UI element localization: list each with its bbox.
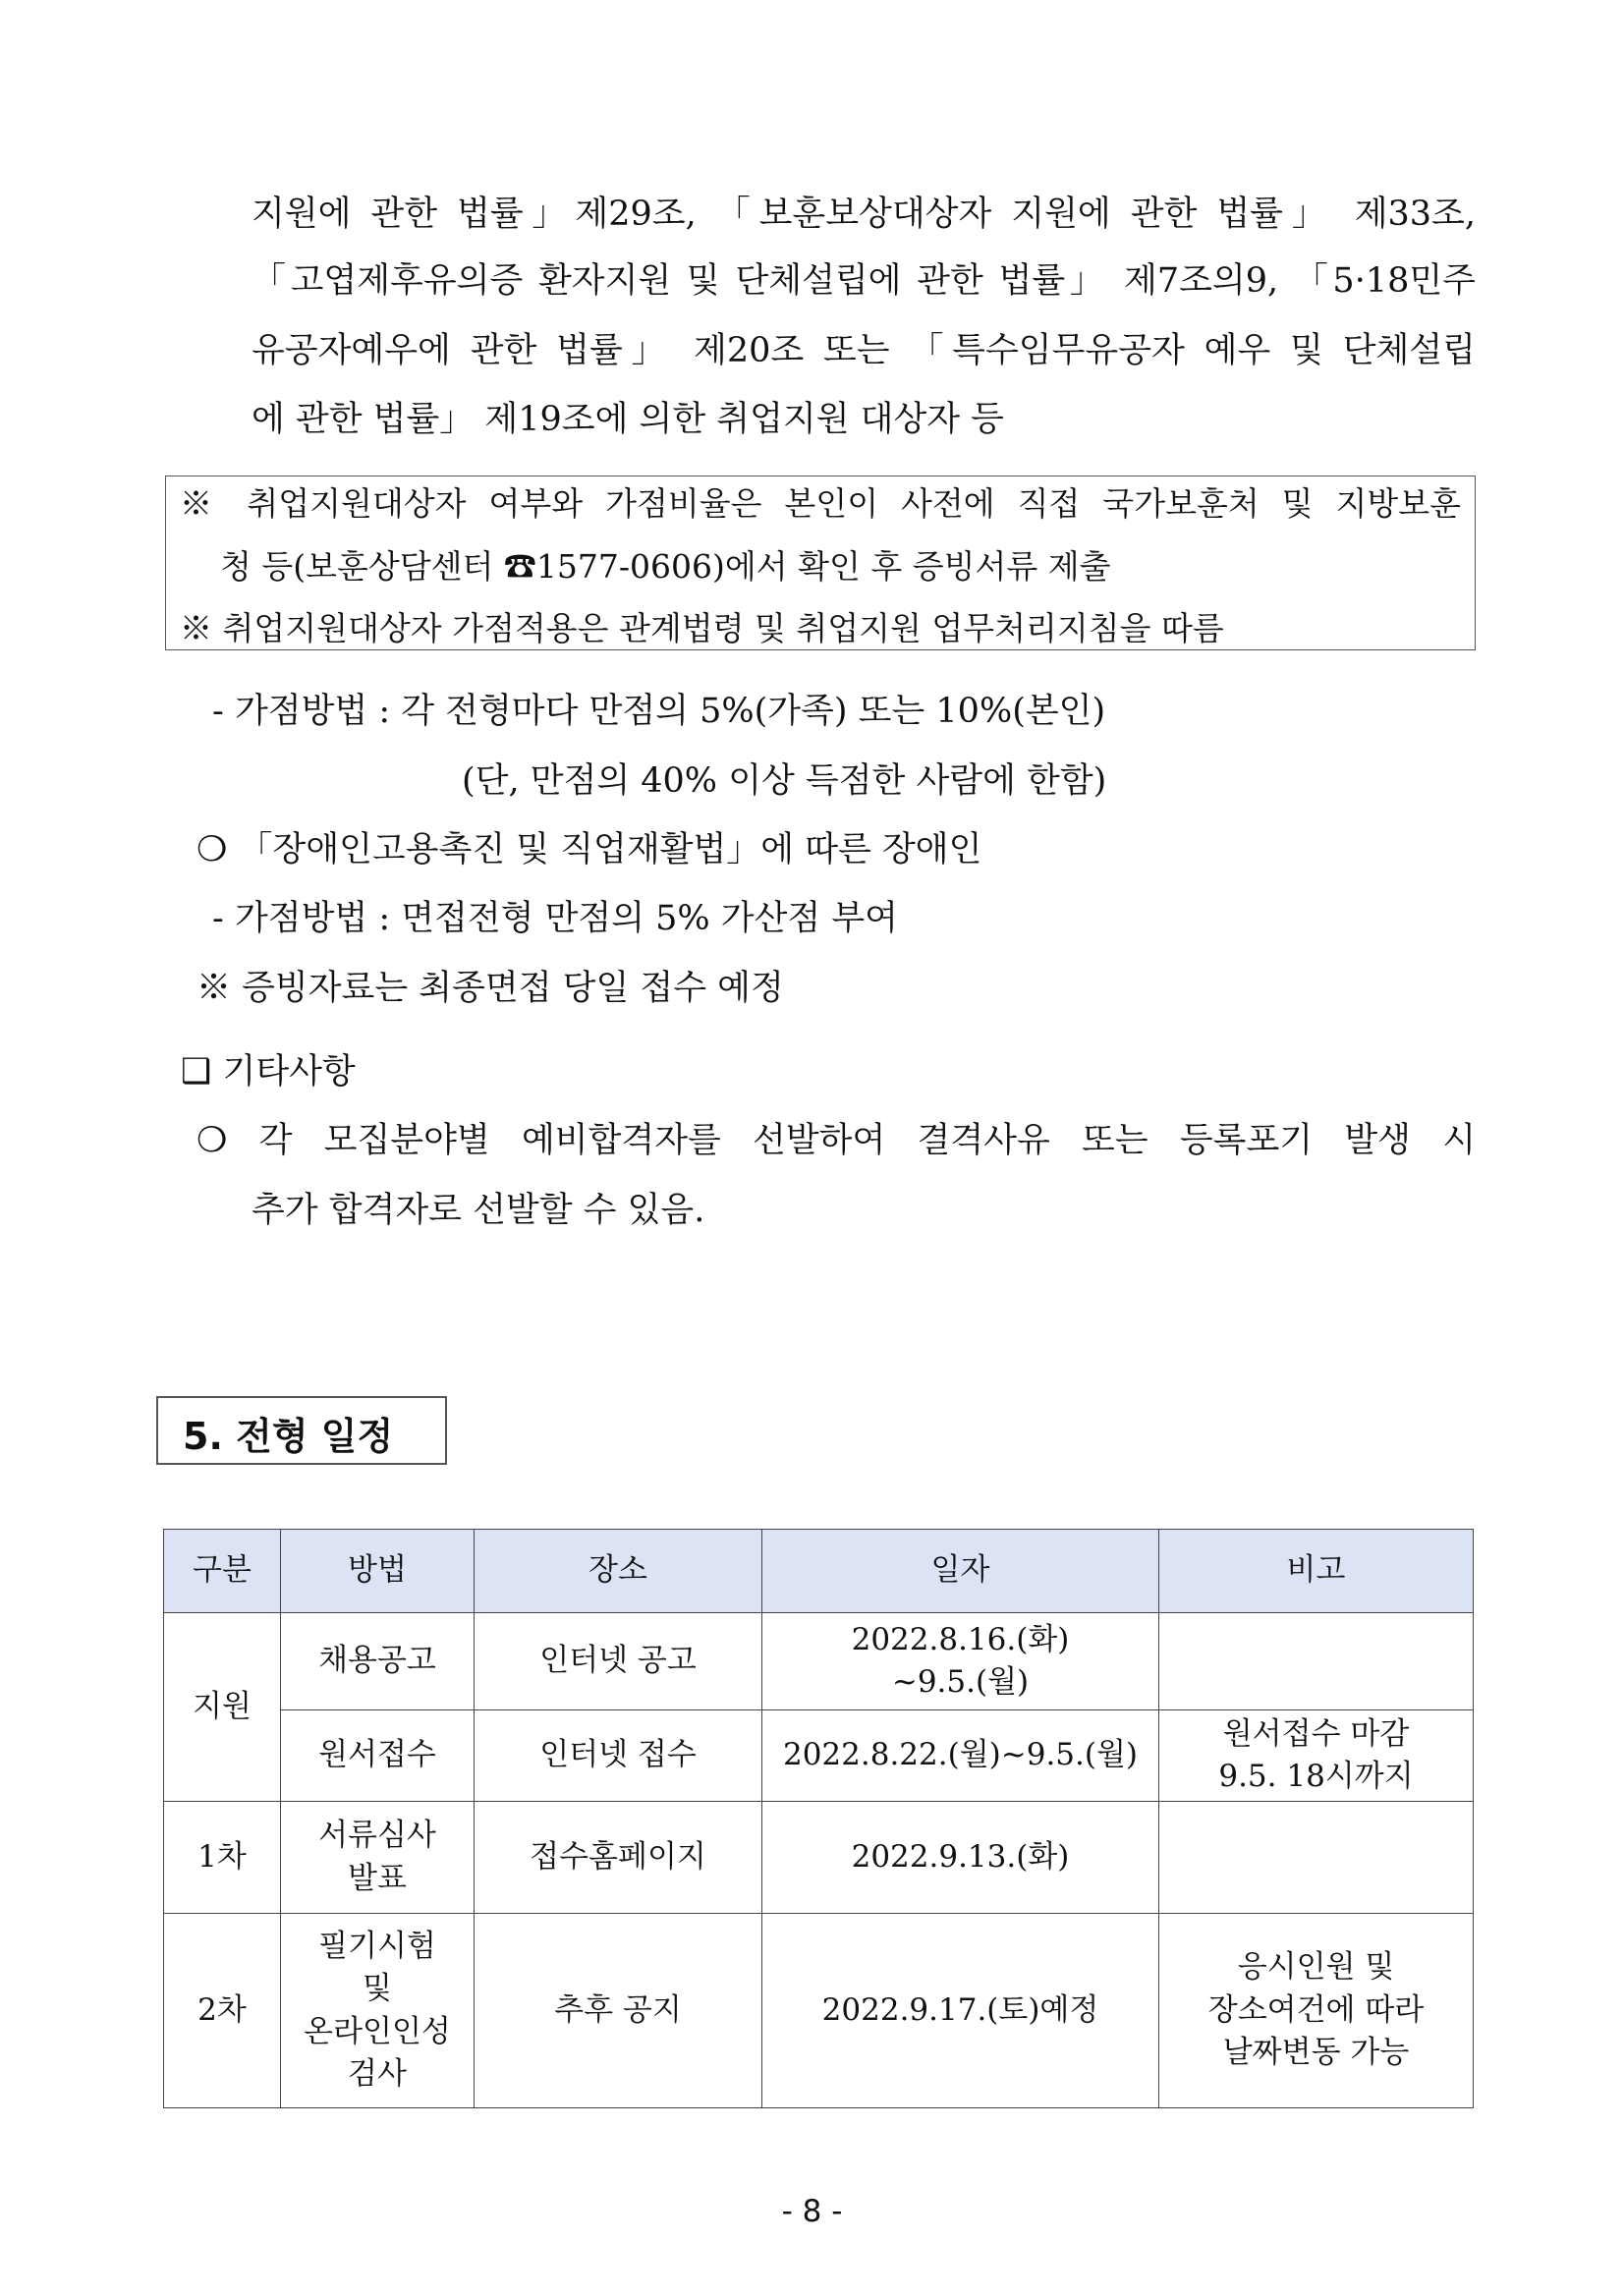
bonus-method-1-condition: (단, 만점의 40% 이상 득점한 사람에 한함) (462, 761, 1107, 801)
note-line: 응시인원 및 (1237, 1949, 1395, 1986)
note-cell (1159, 1802, 1474, 1914)
body-line-3: 유공자예우에 관한 법률」 제20조 또는 「특수임무유공자 예우 및 단체설립 (252, 331, 1476, 370)
method-line: 필기시험 (318, 1928, 436, 1964)
table-header-row (164, 1530, 1474, 1613)
date-cell: 2022.9.13.(화) (762, 1802, 1159, 1914)
method-line: 온라인인성 (304, 2013, 451, 2049)
section-title: 5. 전형 일정 (183, 1415, 394, 1458)
date-cell (762, 1613, 1159, 1710)
note-cell (1159, 1710, 1474, 1802)
date-line: ~9.5.(월) (891, 1664, 1030, 1700)
header-category: 구분 (164, 1530, 281, 1613)
table-row (164, 1802, 1474, 1914)
note-cell (1159, 1914, 1474, 2108)
place-cell: 인터넷 공고 (475, 1613, 762, 1710)
note-line: 날짜변동 가능 (1222, 2035, 1410, 2071)
evidence-note: ※ 증빙자료는 최종면접 당일 접수 예정 (196, 969, 784, 1008)
note-line: 9.5. 18시까지 (1218, 1759, 1414, 1794)
bonus-method-1: - 가점방법 : 각 전형마다 만점의 5%(가족) 또는 10%(본인) (212, 692, 1106, 731)
disabled-item: ❍ 「장애인고용촉진 및 직업재활법」에 따른 장애인 (196, 830, 982, 869)
method-cell: 채용공고 (281, 1613, 475, 1710)
body-line-1: 지원에 관한 법률」제29조, 「보훈보상대상자 지원에 관한 법률」 제33조, (252, 195, 1476, 234)
page-number: - 8 - (781, 2194, 843, 2229)
body-line-4: 에 관한 법률」 제19조에 의한 취업지원 대상자 등 (252, 400, 1004, 439)
reserve-line-1: ❍ 각 모집분야별 예비합격자를 선발하여 결격사유 또는 등록포기 발생 시 (196, 1121, 1476, 1160)
table-row (164, 1914, 1474, 2108)
header-place: 장소 (475, 1530, 762, 1613)
table-row (164, 1710, 1474, 1802)
note-cell (1159, 1613, 1474, 1710)
method-line: 및 (363, 1971, 392, 2007)
date-cell: 2022.8.22.(월)~9.5.(월) (762, 1710, 1159, 1802)
header-date: 일자 (762, 1530, 1159, 1613)
date-cell: 2022.9.17.(토)예정 (762, 1914, 1159, 2108)
notice-line-2: 청 등(보훈상담센터 ☎1577-0606)에서 확인 후 증빙서류 제출 (220, 547, 1111, 586)
method-line: 서류심사 (318, 1818, 436, 1854)
stage-cell: 1차 (164, 1802, 281, 1914)
reserve-line-2: 추가 합격자로 선발할 수 있음. (252, 1191, 705, 1230)
method-line: 발표 (348, 1860, 407, 1896)
place-cell: 인터넷 접수 (475, 1710, 762, 1802)
date-line: 2022.8.16.(화) (851, 1621, 1070, 1657)
header-note: 비고 (1159, 1530, 1474, 1613)
place-cell: 추후 공지 (475, 1914, 762, 2108)
method-cell (281, 1914, 475, 2108)
notice-line-3: ※ 취업지원대상자 가점적용은 관계법령 및 취업지원 업무처리지침을 따름 (180, 609, 1224, 647)
stage-support: 지원 (164, 1613, 281, 1802)
method-line: 검사 (348, 2055, 407, 2092)
method-cell: 원서접수 (281, 1710, 475, 1802)
note-line: 원서접수 마감 (1222, 1715, 1410, 1752)
place-cell: 접수홈페이지 (475, 1802, 762, 1914)
note-line: 장소여건에 따라 (1207, 1991, 1425, 2028)
body-line-2: 「고엽제후유의증 환자지원 및 단체설립에 관한 법률」 제7조의9, 「5·18민주 (252, 261, 1476, 301)
notice-line-1: ※ 취업지원대상자 여부와 가점비율은 본인이 사전에 직접 국가보훈처 및 지방보훈 (180, 484, 1461, 523)
other-heading: ❑ 기타사항 (181, 1052, 356, 1092)
bonus-method-2: - 가점방법 : 면접전형 만점의 5% 가산점 부여 (212, 899, 898, 938)
stage-cell: 2차 (164, 1914, 281, 2108)
method-cell (281, 1802, 475, 1914)
header-method: 방법 (281, 1530, 475, 1613)
table-row (164, 1613, 1474, 1710)
schedule-table (163, 1529, 1474, 2108)
